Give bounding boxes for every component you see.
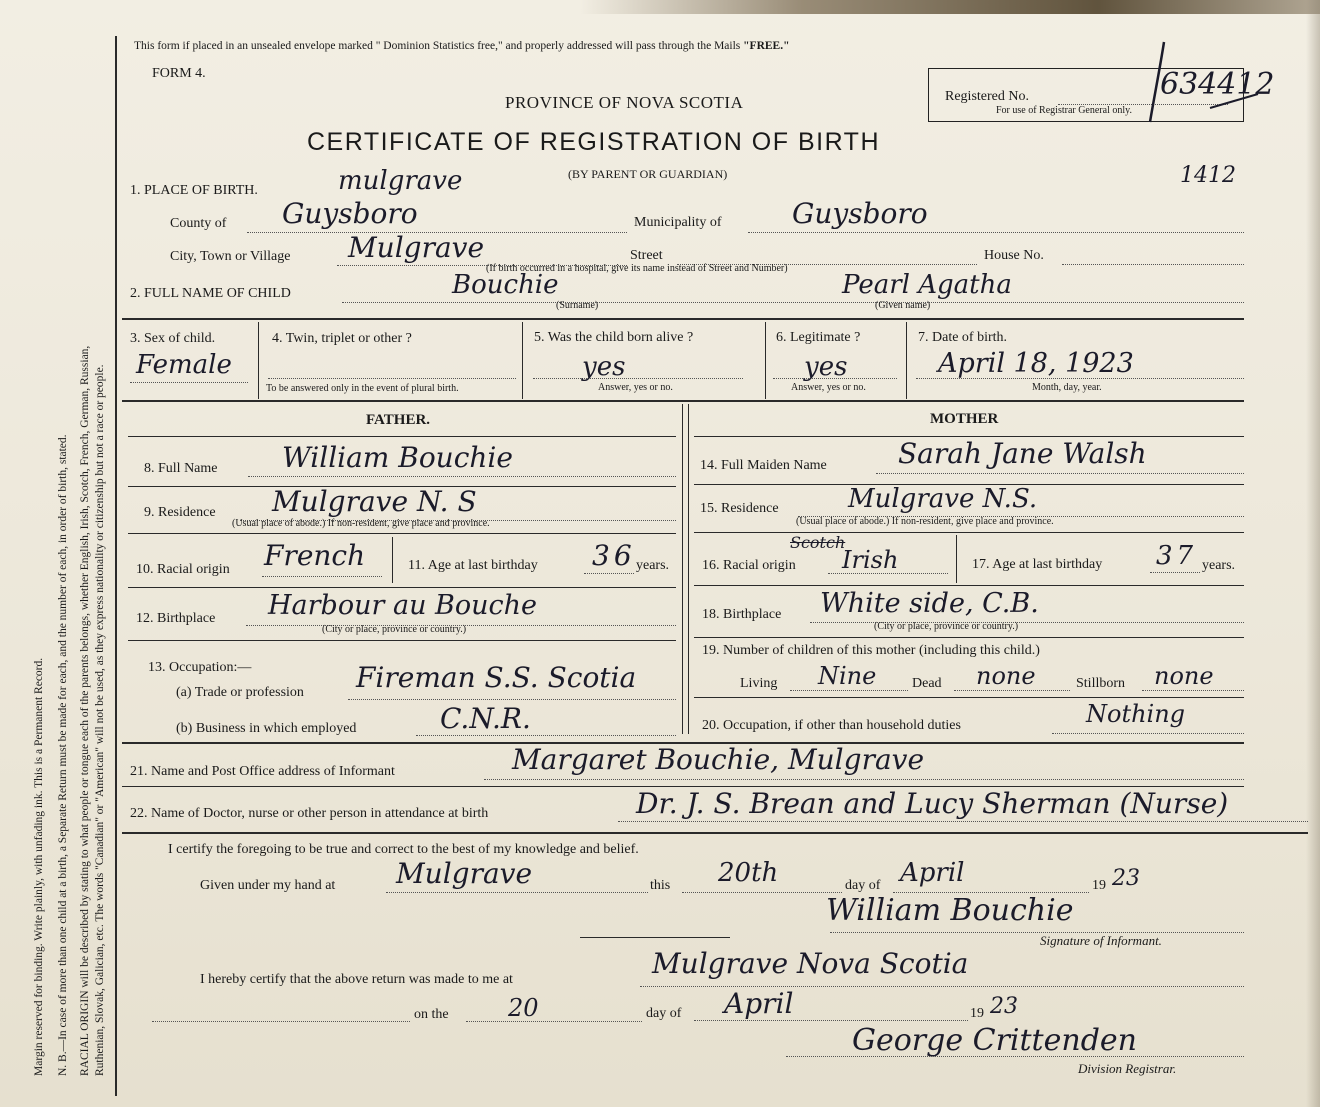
house-number-label: House No.: [984, 248, 1044, 263]
given-name-caption: (Given name): [875, 300, 931, 311]
county-value: Guysboro: [282, 197, 418, 230]
place-of-birth-value: mulgrave: [338, 166, 463, 196]
hospital-note: (If birth occurred in a hospital, give its name instead of Street and Number): [486, 263, 788, 274]
street-label: Street: [630, 248, 663, 263]
stillborn-label: Stillborn: [1076, 676, 1126, 691]
registration-flourish: [1130, 38, 1260, 128]
child-surname-value: Bouchie: [452, 270, 559, 300]
made-year-value: 23: [990, 994, 1018, 1019]
father-residence-label: 9. Residence: [144, 505, 216, 520]
legitimate-value: yes: [804, 352, 848, 382]
made-at-value: Mulgrave Nova Scotia: [652, 947, 969, 980]
registrar-signature: George Crittenden: [852, 1023, 1137, 1058]
children-label: 19. Number of children of this mother (including this child.): [702, 643, 1040, 658]
given-day-value: 20th: [718, 858, 779, 888]
father-birthplace-note: (City or place, province or country.): [322, 624, 467, 635]
dob-label: 7. Date of birth.: [918, 330, 1008, 345]
mother-heading: MOTHER: [930, 411, 999, 427]
father-residence-note: (Usual place of abode.) If non-resident, give place and province.: [232, 518, 490, 529]
certificate-title: CERTIFICATE OF REGISTRATION OF BIRTH: [307, 128, 881, 156]
mother-race-struck: Scotch: [790, 533, 846, 552]
row-divider: [122, 318, 1244, 320]
corner-number: 1412: [1180, 163, 1236, 188]
mother-age-label: 17. Age at last birthday: [972, 557, 1103, 572]
province-heading: PROVINCE OF NOVA SCOTIA: [505, 93, 744, 112]
living-value: Nine: [818, 662, 877, 690]
given-year-value: 23: [1112, 866, 1140, 891]
occupation-label: 13. Occupation:—: [148, 660, 252, 675]
city-value: Mulgrave: [348, 231, 485, 264]
father-age-unit: years.: [636, 558, 670, 573]
mother-birthplace-label: 18. Birthplace: [702, 607, 782, 622]
day-of-label: day of: [845, 878, 881, 893]
dead-label: Dead: [912, 676, 942, 691]
registrar-note: For use of Registrar General only.: [996, 105, 1132, 116]
father-age-value: 36: [592, 539, 636, 572]
mother-race-value: Irish: [842, 546, 899, 574]
certify-statement: I certify the foregoing to be true and correct to the best of my knowledge and belief.: [168, 842, 639, 857]
paper-edge-shadow: [1306, 0, 1320, 1107]
sex-value: Female: [136, 350, 232, 380]
father-residence-value: Mulgrave N. S: [272, 485, 477, 518]
mother-birthplace-note: (City or place, province or country.): [874, 621, 1019, 632]
father-race-label: 10. Racial origin: [136, 562, 230, 577]
mother-residence-value: Mulgrave N.S.: [848, 484, 1038, 514]
mother-name-value: Sarah Jane Walsh: [898, 437, 1147, 470]
surname-caption: (Surname): [556, 300, 599, 311]
column-divider: [682, 404, 683, 734]
mother-race-label: 16. Racial origin: [702, 558, 796, 573]
given-year-prefix: 19: [1092, 878, 1106, 893]
living-label: Living: [740, 676, 778, 691]
mother-age-value: 37: [1156, 541, 1198, 571]
father-age-label: 11. Age at last birthday: [408, 558, 538, 573]
mother-residence-note: (Usual place of abode.) If non-resident, give place and province.: [796, 516, 1054, 527]
municipality-value: Guysboro: [792, 197, 928, 230]
dob-note: Month, day, year.: [1032, 382, 1102, 393]
child-given-name-value: Pearl Agatha: [842, 270, 1012, 300]
made-day-value: 20: [508, 994, 539, 1022]
stillborn-value: none: [1154, 662, 1214, 690]
registered-label: Registered No.: [945, 89, 1029, 104]
twin-label: 4. Twin, triplet or other ?: [272, 331, 412, 346]
made-year-prefix: 19: [970, 1006, 984, 1021]
born-alive-note: Answer, yes or no.: [598, 382, 673, 393]
mother-name-label: 14. Full Maiden Name: [700, 458, 827, 473]
municipality-label: Municipality of: [634, 215, 722, 230]
place-of-birth-label: 1. PLACE OF BIRTH.: [130, 183, 258, 198]
margin-note-2: N. B.—In case of more than one child at a birth, a Separate Return must be made for each, and the number of each, in order of birth, stated.: [57, 434, 69, 1076]
given-under-label: Given under my hand at: [200, 878, 336, 893]
father-birthplace-label: 12. Birthplace: [136, 611, 216, 626]
business-label: (b) Business in which employed: [176, 721, 357, 736]
legitimate-label: 6. Legitimate ?: [776, 330, 861, 345]
city-label: City, Town or Village: [170, 249, 291, 264]
given-month-value: April: [900, 858, 965, 888]
father-race-value: French: [264, 539, 366, 572]
informant-signature-caption: Signature of Informant.: [1040, 933, 1162, 948]
registered-number: 634412: [1160, 67, 1275, 102]
born-alive-label: 5. Was the child born alive ?: [534, 330, 694, 345]
margin-rule: [115, 36, 117, 1096]
business-value: C.N.R.: [440, 702, 531, 735]
dob-value: April 18, 1923: [938, 348, 1134, 379]
county-label: County of: [170, 216, 227, 231]
given-at-value: Mulgrave: [396, 857, 533, 890]
father-name-value: William Bouchie: [282, 441, 513, 474]
mother-birthplace-value: White side, C.B.: [820, 588, 1039, 619]
margin-note-4: Ruthenian, Slovak, Galician, etc. The words "Canadian" or "American" will not be used, as they express nationality or citizenship but not a race or people.: [94, 364, 106, 1076]
mother-occupation-value: Nothing: [1086, 700, 1186, 728]
father-heading: FATHER.: [366, 412, 431, 428]
trade-label: (a) Trade or profession: [176, 685, 304, 700]
paper-stain: [580, 0, 1320, 14]
on-the-label: on the: [414, 1007, 449, 1022]
child-name-label: 2. FULL NAME OF CHILD: [130, 286, 291, 301]
sex-label: 3. Sex of child.: [130, 331, 216, 346]
born-alive-value: yes: [582, 352, 626, 382]
doctor-label: 22. Name of Doctor, nurse or other person in attendance at birth: [130, 806, 489, 821]
form-number: FORM 4.: [152, 66, 206, 81]
father-name-label: 8. Full Name: [144, 461, 218, 476]
informant-signature: William Bouchie: [826, 893, 1074, 928]
twin-note: To be answered only in the event of plural birth.: [266, 383, 459, 394]
mother-age-unit: years.: [1202, 558, 1236, 573]
division-registrar-caption: Division Registrar.: [1078, 1061, 1177, 1076]
postal-note: This form if placed in an unsealed envelope marked " Dominion Statistics free," and properly addressed will pass through the Mails "FREE.": [134, 40, 790, 52]
trade-value: Fireman S.S. Scotia: [356, 661, 637, 694]
dead-value: none: [976, 662, 1036, 690]
informant-value: Margaret Bouchie, Mulgrave: [512, 743, 925, 776]
this-label: this: [650, 878, 671, 893]
margin-note-3: RACIAL ORIGIN will be described by stating to what people or tongue each of the parents belongs, whether English, Irish, Scotch, French, German, Russian,: [79, 345, 91, 1076]
separator-line: [580, 937, 730, 938]
informant-label: 21. Name and Post Office address of Informant: [130, 764, 395, 779]
mother-residence-label: 15. Residence: [700, 501, 779, 516]
mother-occupation-label: 20. Occupation, if other than household duties: [702, 718, 961, 733]
hereby-certify-label: I hereby certify that the above return was made to me at: [200, 972, 513, 987]
margin-note-1: Margin reserved for binding. Write plainly, with unfading ink. This is a Permanent Record.: [33, 657, 45, 1076]
day-of-label-2: day of: [646, 1006, 682, 1021]
father-birthplace-value: Harbour au Bouche: [268, 590, 538, 621]
doctor-value: Dr. J. S. Brean and Lucy Sherman (Nurse): [636, 787, 1229, 820]
made-month-value: April: [724, 987, 794, 1020]
legitimate-note: Answer, yes or no.: [791, 382, 866, 393]
certificate-subtitle: (BY PARENT OR GUARDIAN): [568, 167, 728, 181]
